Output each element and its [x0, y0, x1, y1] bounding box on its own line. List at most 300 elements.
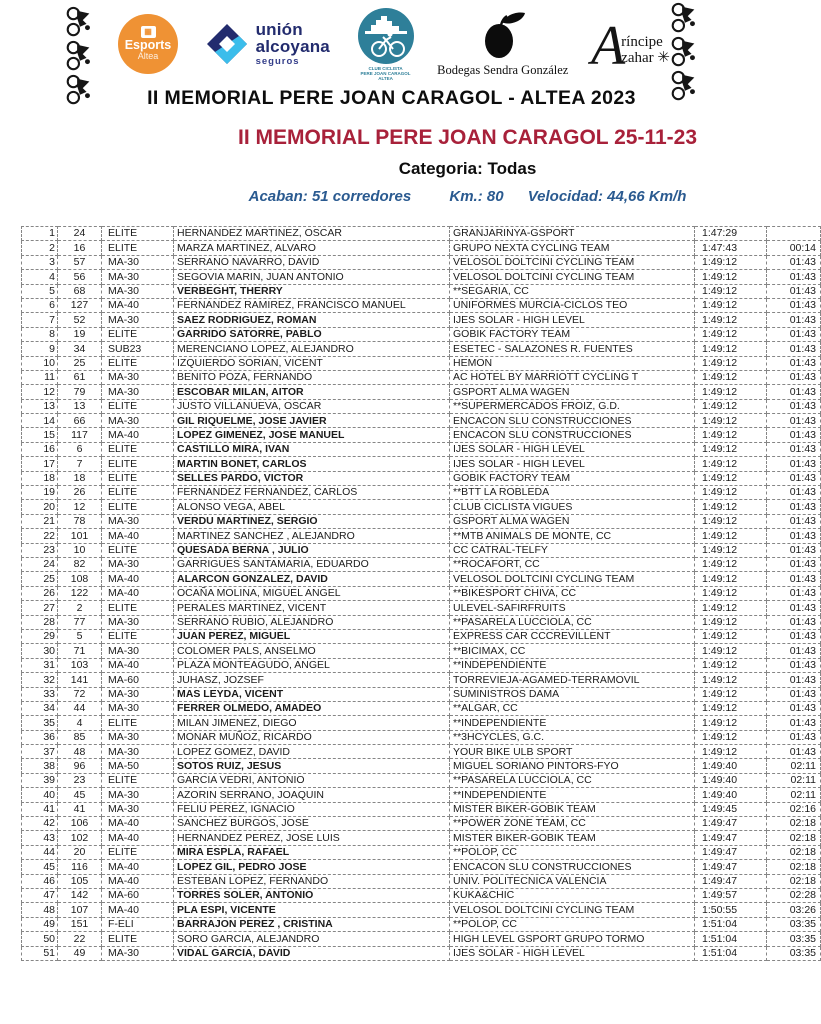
cell-name: ALONSO VEGA, ABEL [174, 500, 450, 514]
cell-pos: 21 [22, 514, 58, 528]
table-row [22, 817, 821, 831]
cell-bib: 5 [58, 629, 102, 643]
cell-bib: 117 [58, 428, 102, 442]
cyclist-icon [64, 6, 94, 38]
cell-gap: 01:43 [767, 457, 821, 471]
cell-name: MIRA ESPLA, RAFAEL [174, 845, 450, 859]
cell-gap: 01:43 [767, 644, 821, 658]
cell-team: CC CATRAL-TELFY [450, 543, 695, 557]
cell-pos: 29 [22, 629, 58, 643]
cell-team: KUKA&CHIC [450, 888, 695, 902]
cell-cat: ELITE [102, 845, 174, 859]
cell-team: VELOSOL DOLTCINI CYCLING TEAM [450, 270, 695, 284]
cell-bib: 10 [58, 543, 102, 557]
cell-time: 1:49:47 [695, 831, 767, 845]
cell-time: 1:49:57 [695, 888, 767, 902]
table-row [22, 385, 821, 399]
cell-time: 1:49:40 [695, 773, 767, 787]
cell-time: 1:49:47 [695, 874, 767, 888]
esports-altea-circle [118, 14, 178, 74]
cell-bib: 85 [58, 730, 102, 744]
cell-team: IJES SOLAR - HIGH LEVEL [450, 457, 695, 471]
cell-bib: 127 [58, 298, 102, 312]
cell-pos: 3 [22, 255, 58, 269]
principe-azahar-text [621, 35, 670, 67]
cyclist-icon [669, 36, 699, 68]
cell-name: AZORIN SERRANO, JOAQUIN [174, 788, 450, 802]
cell-pos: 18 [22, 471, 58, 485]
cyclist-icon [669, 2, 699, 34]
cell-cat: MA-40 [102, 658, 174, 672]
union-alcoyana-line1: unión [255, 20, 303, 40]
cell-gap: 03:35 [767, 917, 821, 931]
cell-time: 1:49:47 [695, 860, 767, 874]
cell-time: 1:49:12 [695, 385, 767, 399]
cell-name: MARZA MARTINEZ, ALVARO [174, 241, 450, 255]
cell-gap: 01:43 [767, 270, 821, 284]
cell-bib: 44 [58, 701, 102, 715]
cell-time: 1:49:12 [695, 730, 767, 744]
cell-name: SANCHEZ BURGOS, JOSE [174, 817, 450, 831]
cell-time: 1:47:43 [695, 241, 767, 255]
cell-team: **BICIMAX, CC [450, 644, 695, 658]
logo-principe-azahar [590, 14, 670, 77]
cell-pos: 28 [22, 615, 58, 629]
cell-team: **POLOP, CC [450, 845, 695, 859]
club-caption-line1: CLUB CICLISTA [368, 65, 403, 71]
principe-azahar-monogram: A [590, 14, 626, 77]
cell-bib: 151 [58, 917, 102, 931]
cell-pos: 30 [22, 644, 58, 658]
cell-team: GOBIK FACTORY TEAM [450, 327, 695, 341]
table-row [22, 342, 821, 356]
cell-time: 1:49:12 [695, 644, 767, 658]
cell-pos: 41 [22, 802, 58, 816]
cell-cat: MA-40 [102, 572, 174, 586]
cell-time: 1:49:12 [695, 442, 767, 456]
banner-title: II MEMORIAL PERE JOAN CARAGOL - ALTEA 2023 [147, 87, 636, 109]
cell-name: MAS LEYDA, VICENT [174, 687, 450, 701]
cell-gap: 02:18 [767, 860, 821, 874]
cell-bib: 102 [58, 831, 102, 845]
cell-gap: 01:43 [767, 500, 821, 514]
cell-cat: ELITE [102, 471, 174, 485]
cell-pos: 11 [22, 370, 58, 384]
cell-name: HERNANDEZ PEREZ, JOSE LUIS [174, 831, 450, 845]
olive-icon [477, 11, 529, 61]
stats-line [152, 188, 783, 205]
cell-time: 1:49:47 [695, 817, 767, 831]
cell-name: VERBEGHT, THERRY [174, 284, 450, 298]
cell-cat: MA-40 [102, 874, 174, 888]
cell-cat: ELITE [102, 629, 174, 643]
cell-name: CASTILLO MIRA, IVAN [174, 442, 450, 456]
cell-bib: 78 [58, 514, 102, 528]
cell-bib: 105 [58, 874, 102, 888]
cell-team: **3HCYCLES, G.C. [450, 730, 695, 744]
cell-name: MERENCIANO LOPEZ, ALEJANDRO [174, 342, 450, 356]
cell-name: TORRES SOLER, ANTONIO [174, 888, 450, 902]
cell-bib: 52 [58, 313, 102, 327]
cell-time: 1:49:12 [695, 701, 767, 715]
cell-gap: 03:26 [767, 903, 821, 917]
cell-gap: 01:43 [767, 586, 821, 600]
esports-altea-label: Esports [124, 37, 172, 52]
cell-bib: 68 [58, 284, 102, 298]
cell-time: 1:49:12 [695, 514, 767, 528]
cell-bib: 18 [58, 471, 102, 485]
cell-name: MARTINEZ SANCHEZ , ALEJANDRO [174, 529, 450, 543]
cell-pos: 24 [22, 557, 58, 571]
sponsor-logos [118, 6, 670, 82]
cell-gap: 01:43 [767, 543, 821, 557]
cell-cat: MA-40 [102, 529, 174, 543]
cell-cat: ELITE [102, 500, 174, 514]
cell-pos: 26 [22, 586, 58, 600]
cell-team: EXPRESS CAR CCCREVILLENT [450, 629, 695, 643]
cell-time: 1:49:12 [695, 500, 767, 514]
esports-altea-crest-icon: ▦ [141, 26, 156, 38]
cell-bib: 6 [58, 442, 102, 456]
cell-cat: ELITE [102, 327, 174, 341]
cell-bib: 106 [58, 817, 102, 831]
cell-team: YOUR BIKE ULB SPORT [450, 745, 695, 759]
cell-bib: 23 [58, 773, 102, 787]
cell-time: 1:49:12 [695, 255, 767, 269]
cell-team: VELOSOL DOLTCINI CYCLING TEAM [450, 572, 695, 586]
cell-pos: 49 [22, 917, 58, 931]
cell-cat: MA-30 [102, 284, 174, 298]
table-row [22, 486, 821, 500]
table-row [22, 457, 821, 471]
cell-name: GARRIDO SATORRE, PABLO [174, 327, 450, 341]
category-line: Categoria: Todas [398, 159, 537, 178]
cell-team: **INDEPENDIENTE [450, 788, 695, 802]
cell-gap: 01:43 [767, 414, 821, 428]
cell-bib: 19 [58, 327, 102, 341]
cell-name: IZQUIERDO SORIAN, VICENT [174, 356, 450, 370]
cell-bib: 24 [58, 227, 102, 241]
cell-pos: 4 [22, 270, 58, 284]
table-row [22, 860, 821, 874]
cell-team: HIGH LEVEL GSPORT GRUPO TORMO [450, 932, 695, 946]
cell-time: 1:49:12 [695, 342, 767, 356]
cell-time: 1:49:40 [695, 788, 767, 802]
cell-gap: 01:43 [767, 342, 821, 356]
results-table-body [22, 227, 821, 961]
cell-name: BARRAJON PEREZ , CRISTINA [174, 917, 450, 931]
page-title: II MEMORIAL PERE JOAN CARAGOL 25-11-23 [238, 126, 697, 149]
cell-bib: 79 [58, 385, 102, 399]
cell-pos: 16 [22, 442, 58, 456]
cell-pos: 27 [22, 601, 58, 615]
cell-time: 1:49:12 [695, 428, 767, 442]
cell-cat: MA-30 [102, 644, 174, 658]
cell-time: 1:49:45 [695, 802, 767, 816]
table-row [22, 500, 821, 514]
cell-bib: 49 [58, 946, 102, 960]
cell-cat: MA-40 [102, 298, 174, 312]
principe-line2: zahar ✳ [621, 49, 670, 66]
cell-team: **SEGARIA, CC [450, 284, 695, 298]
cell-pos: 33 [22, 687, 58, 701]
table-row [22, 601, 821, 615]
cell-team: VELOSOL DOLTCINI CYCLING TEAM [450, 903, 695, 917]
table-row [22, 831, 821, 845]
cell-bib: 142 [58, 888, 102, 902]
cell-bib: 26 [58, 486, 102, 500]
cell-name: VERDU MARTINEZ, SERGIO [174, 514, 450, 528]
table-row [22, 644, 821, 658]
cell-bib: 66 [58, 414, 102, 428]
cell-cat: ELITE [102, 932, 174, 946]
cell-bib: 77 [58, 615, 102, 629]
cell-team: **POWER ZONE TEAM, CC [450, 817, 695, 831]
cell-name: FERNANDEZ FERNANDEZ, CARLOS [174, 486, 450, 500]
club-caption-line2: PERE JOAN CARAGOL [360, 70, 411, 76]
cell-name: MARTIN BONET, CARLOS [174, 457, 450, 471]
cell-gap: 01:43 [767, 730, 821, 744]
union-alcoyana-line3: seguros [255, 56, 300, 68]
cell-pos: 40 [22, 788, 58, 802]
cell-name: SAEZ RODRIGUEZ, ROMAN [174, 313, 450, 327]
cell-cat: MA-30 [102, 730, 174, 744]
cell-time: 1:51:04 [695, 917, 767, 931]
cell-time: 1:49:12 [695, 471, 767, 485]
cell-name: MILAN JIMENEZ, DIEGO [174, 716, 450, 730]
cell-time: 1:49:12 [695, 658, 767, 672]
cell-pos: 42 [22, 817, 58, 831]
cell-pos: 32 [22, 673, 58, 687]
cell-cat: MA-60 [102, 888, 174, 902]
cell-gap: 01:43 [767, 471, 821, 485]
cell-bib: 22 [58, 932, 102, 946]
table-row [22, 917, 821, 931]
stat-finishers: Acaban: 51 corredores [248, 188, 412, 205]
cell-name: LOPEZ GOMEZ, DAVID [174, 745, 450, 759]
cell-bib: 48 [58, 745, 102, 759]
table-row [22, 629, 821, 643]
cell-bib: 71 [58, 644, 102, 658]
table-row [22, 586, 821, 600]
cell-team: **SUPERMERCADOS FROIZ, G.D. [450, 399, 695, 413]
cell-bib: 34 [58, 342, 102, 356]
cell-gap: 01:43 [767, 370, 821, 384]
cell-pos: 35 [22, 716, 58, 730]
cell-gap: 02:18 [767, 817, 821, 831]
cell-gap: 01:43 [767, 428, 821, 442]
cell-team: ULEVEL-SAFIRFRUITS [450, 601, 695, 615]
cell-team: **MTB ANIMALS DE MONTE, CC [450, 529, 695, 543]
table-row [22, 442, 821, 456]
cell-team: UNIV. POLITECNICA VALENCIA [450, 874, 695, 888]
cell-time: 1:47:29 [695, 227, 767, 241]
cell-name: PERALES MARTINEZ, VICENT [174, 601, 450, 615]
cell-name: OCAÑA MOLINA, MIGUEL ANGEL [174, 586, 450, 600]
cell-bib: 20 [58, 845, 102, 859]
cell-cat: MA-30 [102, 557, 174, 571]
cell-time: 1:49:12 [695, 486, 767, 500]
cell-bib: 141 [58, 673, 102, 687]
cell-bib: 122 [58, 586, 102, 600]
cell-bib: 41 [58, 802, 102, 816]
table-row [22, 788, 821, 802]
cell-team: **INDEPENDIENTE [450, 716, 695, 730]
cell-name: FERNANDEZ RAMIREZ, FRANCISCO MANUEL [174, 298, 450, 312]
cell-cat: MA-40 [102, 903, 174, 917]
cell-name: ALARCON GONZALEZ, DAVID [174, 572, 450, 586]
cell-pos: 43 [22, 831, 58, 845]
cell-name: MONAR MUÑOZ, RICARDO [174, 730, 450, 744]
cell-team: CLUB CICLISTA VIGUES [450, 500, 695, 514]
cell-gap: 01:43 [767, 486, 821, 500]
cell-cat: MA-30 [102, 687, 174, 701]
principe-line1: ríncipe [621, 33, 663, 50]
cell-team: **PASARELA LUCCIOLA, CC [450, 773, 695, 787]
cell-team: **ROCAFORT, CC [450, 557, 695, 571]
cell-name: LOPEZ GIMENEZ, JOSE MANUEL [174, 428, 450, 442]
cell-gap: 01:43 [767, 255, 821, 269]
cell-time: 1:49:12 [695, 572, 767, 586]
table-row [22, 543, 821, 557]
stat-speed: Velocidad: 44,66 Km/h [527, 188, 687, 205]
club-caption-line3: ALTEA [378, 76, 393, 82]
cell-bib: 72 [58, 687, 102, 701]
cell-pos: 37 [22, 745, 58, 759]
cell-bib: 116 [58, 860, 102, 874]
stat-distance: Km.: 80 [449, 188, 504, 205]
cell-gap: 01:43 [767, 356, 821, 370]
cell-team: GSPORT ALMA WAGEN [450, 514, 695, 528]
cell-pos: 44 [22, 845, 58, 859]
cell-gap: 03:35 [767, 946, 821, 960]
table-row [22, 471, 821, 485]
cell-time: 1:49:12 [695, 716, 767, 730]
cell-pos: 47 [22, 888, 58, 902]
cell-cat: MA-40 [102, 586, 174, 600]
cell-name: SEGOVIA MARIN, JUAN ANTONIO [174, 270, 450, 284]
cell-pos: 34 [22, 701, 58, 715]
cell-pos: 17 [22, 457, 58, 471]
cell-time: 1:49:12 [695, 586, 767, 600]
table-row [22, 730, 821, 744]
cell-time: 1:51:04 [695, 932, 767, 946]
cell-cat: MA-30 [102, 788, 174, 802]
cell-team: **BIKESPORT CHIVA, CC [450, 586, 695, 600]
cell-cat: MA-40 [102, 860, 174, 874]
cell-gap: 01:43 [767, 529, 821, 543]
cell-gap: 01:43 [767, 716, 821, 730]
cell-pos: 20 [22, 500, 58, 514]
cell-pos: 15 [22, 428, 58, 442]
cell-name: GIL RIQUELME, JOSE JAVIER [174, 414, 450, 428]
cell-team: ENCACON SLU CONSTRUCCIONES [450, 414, 695, 428]
cell-name: ESCOBAR MILAN, AITOR [174, 385, 450, 399]
table-row [22, 227, 821, 241]
cell-cat: ELITE [102, 716, 174, 730]
cell-cat: ELITE [102, 543, 174, 557]
logo-bodegas-sendra [437, 11, 568, 78]
table-row [22, 327, 821, 341]
cell-gap: 01:43 [767, 298, 821, 312]
bodegas-caption: Bodegas Sendra González [437, 62, 569, 77]
cell-pos: 9 [22, 342, 58, 356]
cell-gap: 01:43 [767, 442, 821, 456]
cell-cat: MA-30 [102, 701, 174, 715]
cell-cat: MA-30 [102, 385, 174, 399]
cell-time: 1:49:12 [695, 298, 767, 312]
cell-gap: 01:43 [767, 327, 821, 341]
cell-gap: 02:11 [767, 788, 821, 802]
cell-pos: 23 [22, 543, 58, 557]
cell-gap: 02:18 [767, 874, 821, 888]
table-row [22, 399, 821, 413]
cell-team: ENCACON SLU CONSTRUCCIONES [450, 860, 695, 874]
cell-time: 1:49:12 [695, 370, 767, 384]
cell-pos: 25 [22, 572, 58, 586]
cell-pos: 10 [22, 356, 58, 370]
cell-gap: 02:11 [767, 759, 821, 773]
cell-name: COLOMER PALS, ANSELMO [174, 644, 450, 658]
cell-name: HERNANDEZ MARTINEZ, OSCAR [174, 227, 450, 241]
cell-gap: 01:43 [767, 572, 821, 586]
cell-time: 1:49:12 [695, 356, 767, 370]
cell-name: FERRER OLMEDO, AMADEO [174, 701, 450, 715]
table-row [22, 370, 821, 384]
cell-bib: 61 [58, 370, 102, 384]
cell-cat: ELITE [102, 399, 174, 413]
table-row [22, 745, 821, 759]
cell-pos: 31 [22, 658, 58, 672]
cell-time: 1:49:12 [695, 313, 767, 327]
cell-team: IJES SOLAR - HIGH LEVEL [450, 442, 695, 456]
union-alcoyana-text [256, 21, 330, 67]
club-ciclista-caption [361, 66, 411, 82]
cell-gap: 01:43 [767, 701, 821, 715]
cell-name: LOPEZ GIL, PEDRO JOSE [174, 860, 450, 874]
table-row [22, 615, 821, 629]
cyclist-icon [64, 40, 94, 72]
cell-pos: 22 [22, 529, 58, 543]
cell-team: **ALGAR, CC [450, 701, 695, 715]
union-alcoyana-line2: alcoyana [255, 37, 330, 57]
table-row [22, 270, 821, 284]
logo-esports-altea [118, 14, 178, 74]
cell-time: 1:49:12 [695, 629, 767, 643]
cell-pos: 39 [22, 773, 58, 787]
cell-gap: 01:43 [767, 284, 821, 298]
cell-team: GRANJARINYA-GSPORT [450, 227, 695, 241]
cell-pos: 51 [22, 946, 58, 960]
cell-bib: 107 [58, 903, 102, 917]
cell-gap: 02:18 [767, 845, 821, 859]
cell-time: 1:49:12 [695, 327, 767, 341]
table-row [22, 773, 821, 787]
cell-pos: 6 [22, 298, 58, 312]
cell-gap: 01:43 [767, 673, 821, 687]
cell-cat: MA-30 [102, 255, 174, 269]
cell-name: FELIU PEREZ, IGNACIO [174, 802, 450, 816]
cell-bib: 108 [58, 572, 102, 586]
cell-name: ESTEBAN LOPEZ, FERNANDO [174, 874, 450, 888]
cell-bib: 2 [58, 601, 102, 615]
cell-cat: ELITE [102, 241, 174, 255]
cell-name: JUAN PEREZ, MIGUEL [174, 629, 450, 643]
cell-pos: 13 [22, 399, 58, 413]
cell-team: **BTT LA ROBLEDA [450, 486, 695, 500]
cell-gap: 01:43 [767, 514, 821, 528]
cell-cat: ELITE [102, 227, 174, 241]
